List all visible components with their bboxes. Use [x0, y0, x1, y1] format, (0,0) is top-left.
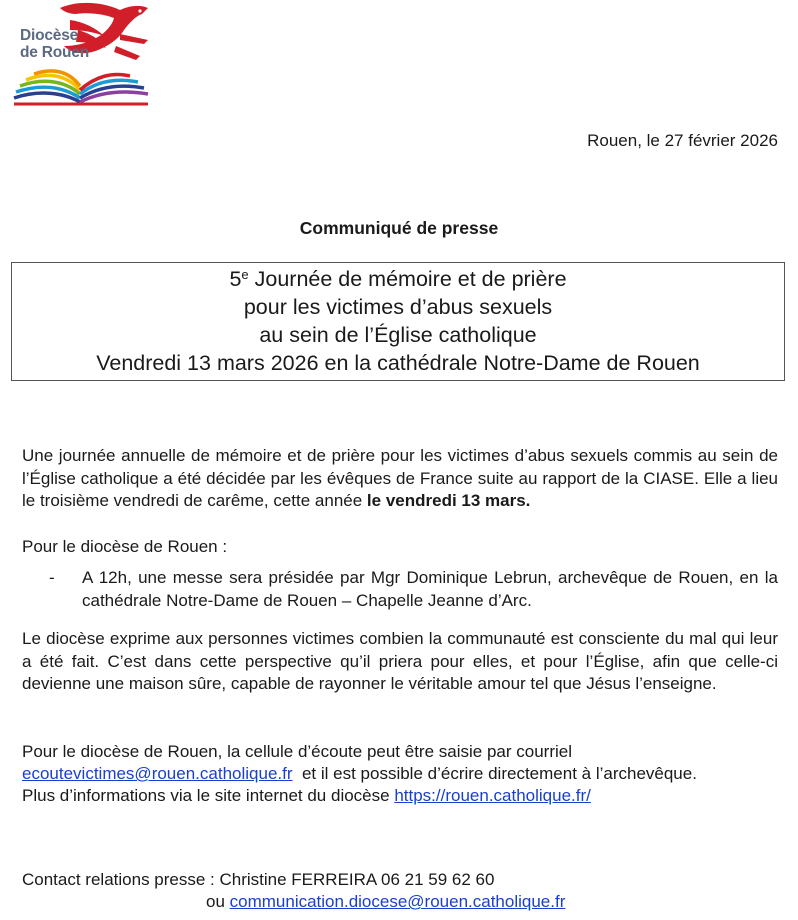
press-contact [22, 869, 782, 913]
document-heading: Communiqué de presse [299, 218, 499, 238]
listening-line-2-rest: et il est possible d’écrire directement à l’archevêque. [292, 764, 697, 783]
logo-line-2: de Rouen [20, 44, 90, 61]
list-item: A 12h, une messe sera présidée par Mgr Dominique Lebrun, archevêque de Rouen, en la cathédrale Notre-Dame de Rouen – Chapelle Jeanne d’Arc. [82, 568, 778, 610]
listening-line-1: Pour le diocèse de Rouen, la cellule d’écoute peut être saisie par courriel [22, 742, 572, 761]
website-link[interactable]: https://rouen.catholique.fr/ [394, 786, 591, 805]
intro-bold-date: le vendredi 13 mars. [366, 491, 531, 510]
listening-line-2 [22, 763, 782, 785]
title-box [11, 262, 785, 381]
title-line-4: Vendredi 13 mars 2026 en la cathédrale Notre-Dame de Rouen [96, 351, 700, 375]
contact-line-2 [22, 891, 782, 913]
intro-paragraph [22, 445, 778, 513]
title-number: 5 [229, 267, 242, 291]
diocese-intro: Pour le diocèse de Rouen : [22, 537, 228, 556]
contact-line-1: Contact relations presse : Christine FERREIRA 06 21 59 62 60 [22, 870, 495, 889]
title-line-3: au sein de l’Église catholique [259, 323, 537, 347]
listening-email-link[interactable]: ecoutevictimes@rouen.catholique.fr [22, 764, 293, 783]
press-release-date: Rouen, le 27 février 2026 [587, 131, 778, 150]
list-bullet: - [49, 568, 55, 587]
diocese-message-paragraph: Le diocèse exprime aux personnes victimes combien la communauté est consciente du mal qui leur a été fait. C’est dans cette perspective qu’il priera pour elles, et pour l’Église, afin que celle-ci devienne une maison sûre, capable de rayonner le véritable amour tel que Jésus l’enseigne. [22, 629, 778, 693]
listening-cell-paragraph [22, 741, 782, 807]
title-line-1-rest: Journée de mémoire et de prière [248, 267, 567, 291]
diocese-logo [8, 0, 158, 112]
listening-line-3 [22, 785, 782, 807]
contact-email-link[interactable]: communication.diocese@rouen.catholique.fr [229, 892, 566, 911]
logo-text [20, 27, 89, 61]
contact-ou: ou [206, 892, 230, 911]
intro-text: Une journée annuelle de mémoire et de prière pour les victimes d’abus sexuels commis au sein de l’Église catholique a été décidée par les évêques de France suite au rapport de la CIASE. Elle a lieu le troisième vendredi de carême, cette année [22, 446, 778, 510]
logo-line-1: Diocèse [20, 27, 79, 44]
title-line-1 [12, 265, 784, 293]
title-line-2: pour les victimes d’abus sexuels [243, 295, 553, 319]
website-intro: Plus d’informations via le site internet du diocèse [22, 786, 395, 805]
title-sup: e [241, 267, 249, 282]
